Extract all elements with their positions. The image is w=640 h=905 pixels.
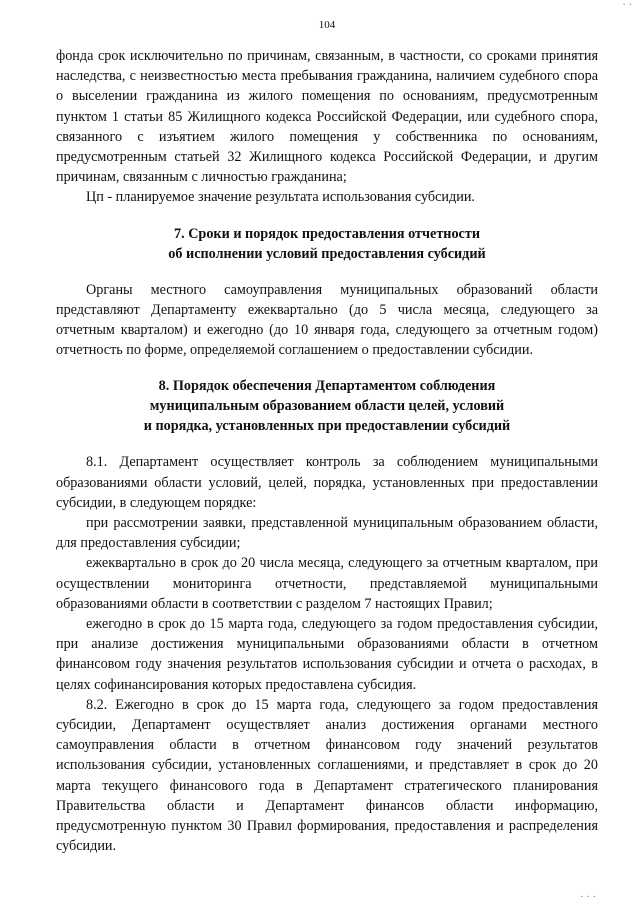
section-8-paragraph-annual: ежегодно в срок до 15 марта года, следующего за годом предоставления субсидии, при анализе достижения муниципальными образованиями области в отчетном финансовом году значения результатов использования субсидии и отчета о расходах, в целях софинансирования которых предоставлена субсидия. bbox=[56, 616, 598, 693]
section-7-title-line-2: об исполнении условий предоставления субсидий bbox=[168, 245, 486, 262]
intro-paragraph-definition: Цп - планируемое значение результата использования субсидии. bbox=[86, 189, 475, 206]
section-8-title-line-2: муниципальным образованием области целей, условий bbox=[149, 398, 505, 415]
section-8-title bbox=[56, 376, 598, 436]
section-7-title-line-1: 7. Сроки и порядок предоставления отчетности bbox=[174, 225, 480, 242]
section-8-paragraph-application-review: при рассмотрении заявки, представленной муниципальным образованием области, для предоставления субсидии; bbox=[56, 515, 598, 552]
intro-paragraph-continuation: фонда срок исключительно по причинам, связанным, в частности, со сроками принятия наследства, с неизвестностью места пребывания гражданина, наличием судебного спора о выселении гражданина из жилого помещения по основаниям, предусмотренным пунктом 1 статьи 85 Жилищного кодекса Российской Федерации, или судебного спора, связанного с изъятием жилого помещения у собственника по основаниям, предусмотренным статьей 32 Жилищного кодекса Российской Федерации, и другим причинам, связанным с личностью гражданина; bbox=[56, 48, 598, 186]
section-8-paragraph-8-2: 8.2. Ежегодно в срок до 15 марта года, следующего за годом предоставления субсидии, Департамент осуществляет анализ достижения органами местного самоуправления области в отчетном финансовом году значений результатов использования субсидии, установленных соглашениями, и представляет в срок до 20 марта текущего финансового года в Департамент стратегического планирования Правительства области и Департамент финансов области информацию, предусмотренную пунктом 30 Правил формирования, предоставления и распределения субсидии. bbox=[56, 696, 598, 855]
page-number: 104 bbox=[318, 19, 336, 31]
section-8-title-line-3: и порядка, установленных при предоставлении субсидий bbox=[143, 418, 511, 435]
section-8-paragraph-quarterly: ежеквартально в срок до 20 числа месяца, следующего за отчетным кварталом, при осуществлении мониторинга отчетности, представляемой муниципальными образованиями области в соответствии с разделом 7 настоящих Правил; bbox=[56, 555, 598, 612]
scan-bottom-marks: · · · bbox=[580, 892, 596, 903]
scan-corner-marks: · · bbox=[622, 0, 632, 11]
section-8-title-line-1: 8. Порядок обеспечения Департаментом соблюдения bbox=[158, 378, 496, 395]
section-7-paragraph: Органы местного самоуправления муниципальных образований области представляют Департаменту ежеквартально (до 5 числа месяца, следующего за отчетным кварталом) и ежегодно (до 10 января года, следующего за отчетным годом) отчетность по форме, определяемой соглашением о предоставлении субсидии. bbox=[56, 281, 598, 359]
section-7-title bbox=[56, 224, 598, 264]
document-page bbox=[56, 18, 598, 857]
section-8-paragraph-8-1: 8.1. Департамент осуществляет контроль за соблюдением муниципальными образованиями области условий, целей, порядка, установленных при предоставлении субсидии, в следующем порядке: bbox=[56, 454, 598, 511]
